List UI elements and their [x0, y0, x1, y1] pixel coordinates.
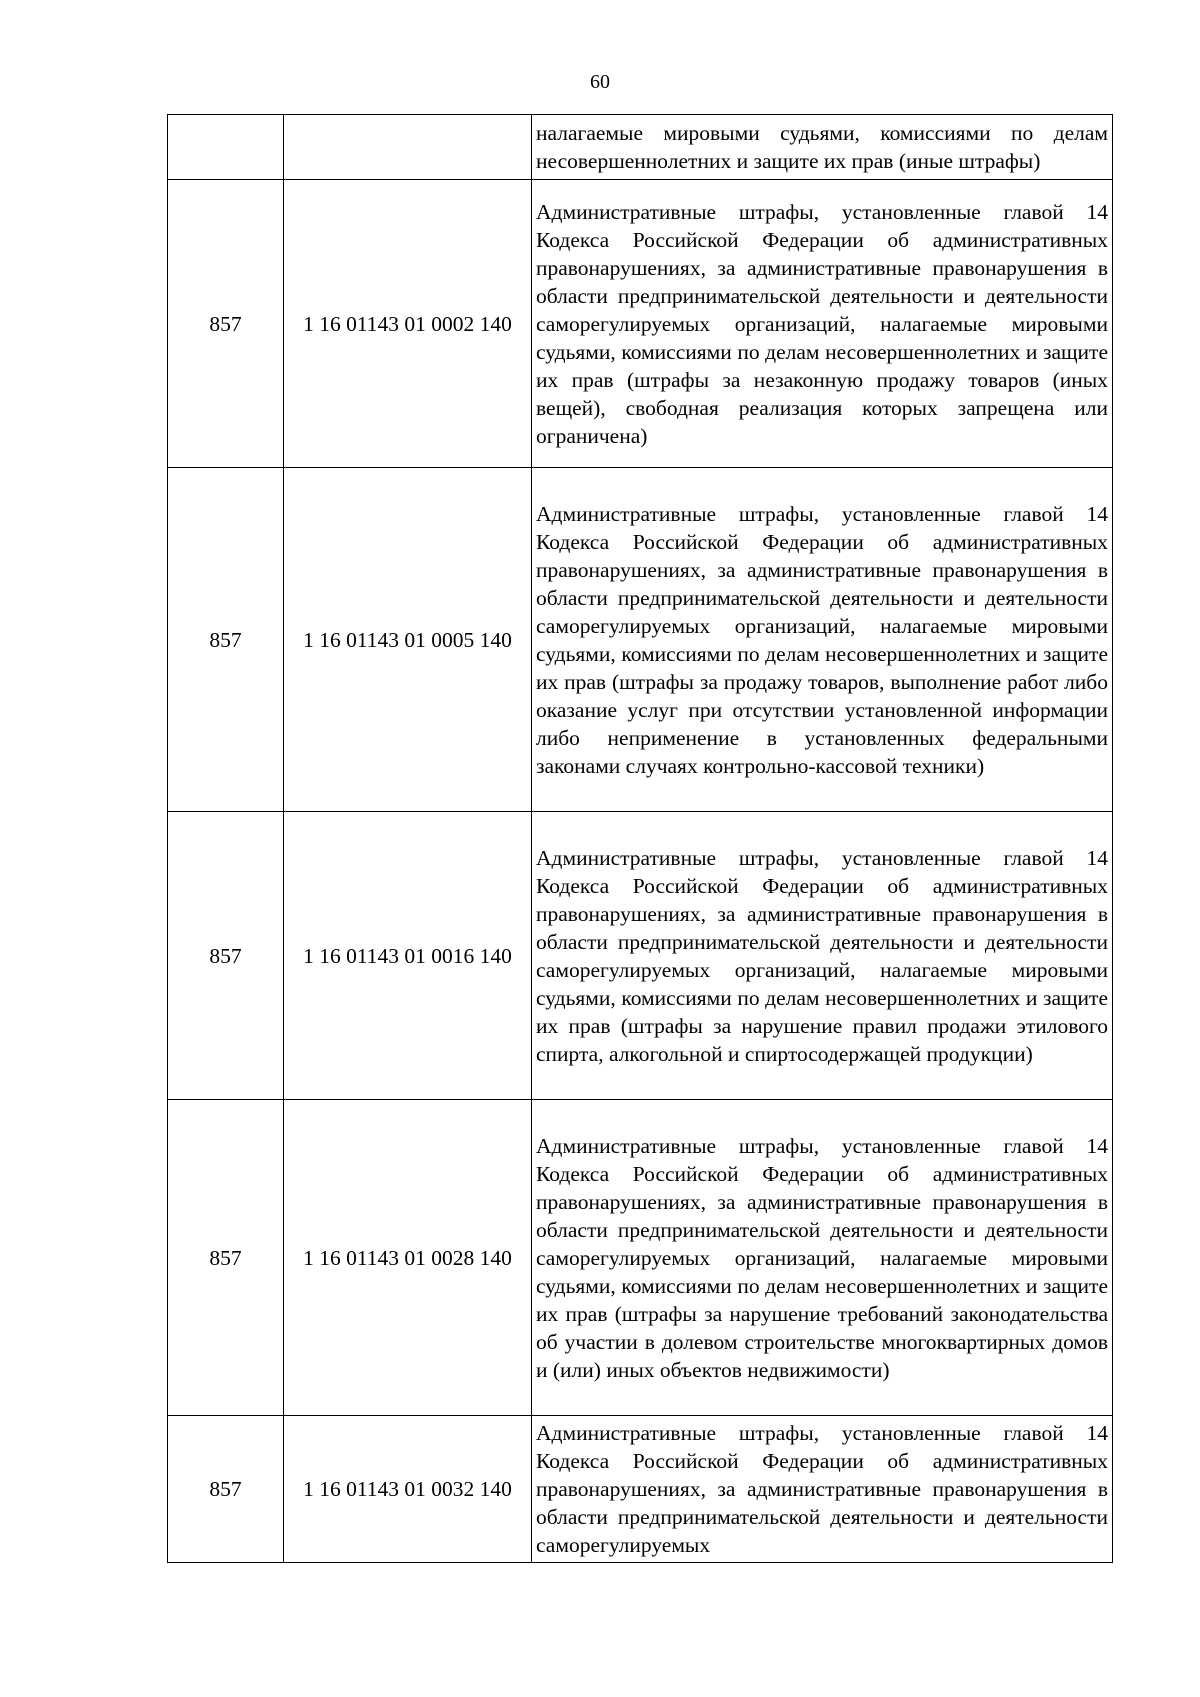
- budget-code-cell: 1 16 01143 01 0028 140: [284, 1100, 532, 1416]
- description-cell: Административные штрафы, установленные главой 14 Кодекса Российской Федерации об административных правонарушениях, за административные правонарушения в области предпринимательской деятельности и деятельности саморегулируемых организаций, налагаемые мировыми судьями, комиссиями по делам несовершеннолетних и защите их прав (штрафы за незаконную продажу товаров (иных вещей), свободная реализация которых запрещена или ограничена): [532, 180, 1113, 468]
- description-cell: Административные штрафы, установленные главой 14 Кодекса Российской Федерации об административных правонарушениях, за административные правонарушения в области предпринимательской деятельности и деятельности саморегулируемых организаций, налагаемые мировыми судьями, комиссиями по делам несовершеннолетних и защите их прав (штрафы за нарушение правил продажи этилового спирта, алкогольной и спиртосодержащей продукции): [532, 812, 1113, 1100]
- description-cell: Административные штрафы, установленные главой 14 Кодекса Российской Федерации об административных правонарушениях, за административные правонарушения в области предпринимательской деятельности и деятельности саморегулируемых: [532, 1416, 1113, 1563]
- table-row: [168, 1416, 1113, 1563]
- budget-code-cell: 1 16 01143 01 0005 140: [284, 468, 532, 812]
- page-number: 60: [590, 71, 610, 93]
- budget-code-cell: [284, 115, 532, 180]
- admin-code-cell: 857: [168, 1416, 284, 1563]
- admin-code-cell: 857: [168, 180, 284, 468]
- table-row: [168, 1100, 1113, 1416]
- admin-code-cell: 857: [168, 468, 284, 812]
- budget-code-cell: 1 16 01143 01 0032 140: [284, 1416, 532, 1563]
- table-row: [168, 180, 1113, 468]
- admin-code-cell: 857: [168, 812, 284, 1100]
- description-cell: Административные штрафы, установленные главой 14 Кодекса Российской Федерации об административных правонарушениях, за административные правонарушения в области предпринимательской деятельности и деятельности саморегулируемых организаций, налагаемые мировыми судьями, комиссиями по делам несовершеннолетних и защите их прав (штрафы за нарушение требований законодательства об участии в долевом строительстве многоквартирных домов и (или) иных объектов недвижимости): [532, 1100, 1113, 1416]
- table-row: [168, 812, 1113, 1100]
- table-row: [168, 468, 1113, 812]
- description-cell: налагаемые мировыми судьями, комиссиями по делам несовершеннолетних и защите их прав (иные штрафы): [532, 115, 1113, 180]
- budget-classification-table: [167, 114, 1113, 1563]
- budget-code-cell: 1 16 01143 01 0002 140: [284, 180, 532, 468]
- admin-code-cell: 857: [168, 1100, 284, 1416]
- admin-code-cell: [168, 115, 284, 180]
- budget-code-cell: 1 16 01143 01 0016 140: [284, 812, 532, 1100]
- table-row: [168, 115, 1113, 180]
- description-cell: Административные штрафы, установленные главой 14 Кодекса Российской Федерации об административных правонарушениях, за административные правонарушения в области предпринимательской деятельности и деятельности саморегулируемых организаций, налагаемые мировыми судьями, комиссиями по делам несовершеннолетних и защите их прав (штрафы за продажу товаров, выполнение работ либо оказание услуг при отсутствии установленной информации либо неприменение в установленных федеральными законами случаях контрольно-кассовой техники): [532, 468, 1113, 812]
